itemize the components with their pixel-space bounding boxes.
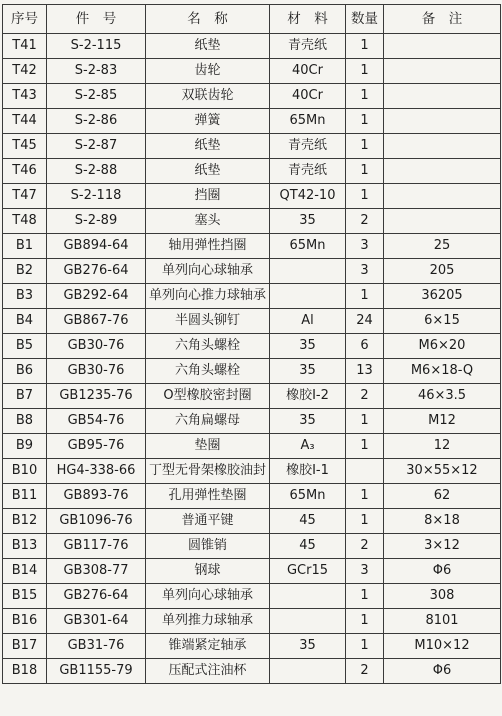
parts-table: [2, 4, 501, 684]
cell-no: B1: [3, 234, 47, 259]
cell-quantity: 1: [346, 434, 384, 459]
table-row: [3, 284, 501, 309]
table-row: [3, 409, 501, 434]
cell-quantity: 2: [346, 659, 384, 684]
cell-quantity: 1: [346, 159, 384, 184]
cell-note: Φ6: [384, 659, 501, 684]
cell-name: 普通平键: [146, 509, 270, 534]
cell-note: 3×12: [384, 534, 501, 559]
cell-name: 纸垫: [146, 134, 270, 159]
cell-material: 橡胶I-1: [270, 459, 346, 484]
cell-material: 65Mn: [270, 109, 346, 134]
cell-note: [384, 59, 501, 84]
cell-material: 青壳纸: [270, 159, 346, 184]
cell-material: 35: [270, 409, 346, 434]
cell-material: 35: [270, 359, 346, 384]
cell-quantity: 1: [346, 109, 384, 134]
cell-material: [270, 584, 346, 609]
cell-note: 62: [384, 484, 501, 509]
cell-name: 六角头螺栓: [146, 334, 270, 359]
header-qty: 数量: [346, 5, 384, 34]
table-row: [3, 609, 501, 634]
cell-material: 45: [270, 509, 346, 534]
cell-no: B5: [3, 334, 47, 359]
cell-note: M10×12: [384, 634, 501, 659]
cell-material: 青壳纸: [270, 134, 346, 159]
cell-name: 齿轮: [146, 59, 270, 84]
cell-note: [384, 134, 501, 159]
cell-no: B16: [3, 609, 47, 634]
cell-part-number: GB30-76: [47, 334, 146, 359]
cell-quantity: 1: [346, 59, 384, 84]
table-row: [3, 359, 501, 384]
cell-part-number: GB31-76: [47, 634, 146, 659]
cell-quantity: 2: [346, 209, 384, 234]
cell-part-number: GB894-64: [47, 234, 146, 259]
table-row: [3, 34, 501, 59]
cell-name: 压配式注油杯: [146, 659, 270, 684]
cell-name: 双联齿轮: [146, 84, 270, 109]
cell-no: B9: [3, 434, 47, 459]
cell-part-number: GB1096-76: [47, 509, 146, 534]
table-row: [3, 659, 501, 684]
cell-material: 35: [270, 634, 346, 659]
cell-name: 纸垫: [146, 159, 270, 184]
cell-quantity: 1: [346, 509, 384, 534]
cell-note: [384, 34, 501, 59]
cell-material: A₃: [270, 434, 346, 459]
cell-name: 圆锥销: [146, 534, 270, 559]
cell-material: 65Mn: [270, 234, 346, 259]
cell-quantity: 1: [346, 34, 384, 59]
cell-material: [270, 659, 346, 684]
header-no: 序号: [3, 5, 47, 34]
cell-note: 205: [384, 259, 501, 284]
cell-no: B6: [3, 359, 47, 384]
table-row: [3, 434, 501, 459]
cell-name: 垫圈: [146, 434, 270, 459]
table-body: [3, 34, 501, 684]
cell-quantity: 1: [346, 609, 384, 634]
cell-name: 单列向心推力球轴承: [146, 284, 270, 309]
cell-note: [384, 109, 501, 134]
cell-material: [270, 259, 346, 284]
cell-name: 单列向心球轴承: [146, 259, 270, 284]
cell-name: 弹簧: [146, 109, 270, 134]
table-row: [3, 334, 501, 359]
cell-part-number: GB117-76: [47, 534, 146, 559]
cell-name: 六角扁螺母: [146, 409, 270, 434]
cell-note: 8101: [384, 609, 501, 634]
cell-note: 46×3.5: [384, 384, 501, 409]
cell-part-number: GB276-64: [47, 259, 146, 284]
cell-material: 35: [270, 209, 346, 234]
cell-no: B4: [3, 309, 47, 334]
cell-note: 36205: [384, 284, 501, 309]
cell-name: 挡圈: [146, 184, 270, 209]
cell-quantity: 6: [346, 334, 384, 359]
cell-note: 25: [384, 234, 501, 259]
cell-part-number: GB1235-76: [47, 384, 146, 409]
cell-no: B11: [3, 484, 47, 509]
cell-part-number: GB893-76: [47, 484, 146, 509]
cell-no: T45: [3, 134, 47, 159]
table-row: [3, 459, 501, 484]
cell-note: Φ6: [384, 559, 501, 584]
cell-material: 45: [270, 534, 346, 559]
cell-part-number: S-2-83: [47, 59, 146, 84]
header-name: 名 称: [146, 5, 270, 34]
cell-no: B10: [3, 459, 47, 484]
cell-no: B15: [3, 584, 47, 609]
cell-no: T41: [3, 34, 47, 59]
cell-name: 塞头: [146, 209, 270, 234]
table-row: [3, 134, 501, 159]
cell-material: QT42-10: [270, 184, 346, 209]
table-row: [3, 634, 501, 659]
cell-quantity: 13: [346, 359, 384, 384]
cell-name: 锥端紧定轴承: [146, 634, 270, 659]
cell-part-number: GB54-76: [47, 409, 146, 434]
cell-name: O型橡胶密封圈: [146, 384, 270, 409]
cell-no: B13: [3, 534, 47, 559]
header-material: 材 料: [270, 5, 346, 34]
cell-no: T44: [3, 109, 47, 134]
cell-part-number: GB1155-79: [47, 659, 146, 684]
cell-quantity: 1: [346, 584, 384, 609]
cell-part-number: GB308-77: [47, 559, 146, 584]
table-row: [3, 109, 501, 134]
cell-no: B18: [3, 659, 47, 684]
cell-name: 单列向心球轴承: [146, 584, 270, 609]
cell-part-number: GB292-64: [47, 284, 146, 309]
cell-material: 青壳纸: [270, 34, 346, 59]
cell-no: B3: [3, 284, 47, 309]
cell-note: [384, 209, 501, 234]
cell-part-number: S-2-88: [47, 159, 146, 184]
cell-note: 8×18: [384, 509, 501, 534]
cell-name: 钢球: [146, 559, 270, 584]
cell-name: 单列推力球轴承: [146, 609, 270, 634]
header-row: [3, 5, 501, 34]
cell-part-number: S-2-118: [47, 184, 146, 209]
cell-part-number: S-2-87: [47, 134, 146, 159]
cell-quantity: 1: [346, 634, 384, 659]
table-row: [3, 509, 501, 534]
table-row: [3, 84, 501, 109]
cell-quantity: [346, 459, 384, 484]
cell-note: M6×18-Q: [384, 359, 501, 384]
table-row: [3, 259, 501, 284]
cell-no: T46: [3, 159, 47, 184]
table-row: [3, 184, 501, 209]
cell-note: M6×20: [384, 334, 501, 359]
cell-material: 40Cr: [270, 59, 346, 84]
table-row: [3, 534, 501, 559]
cell-note: M12: [384, 409, 501, 434]
table-row: [3, 384, 501, 409]
header-note: 备 注: [384, 5, 501, 34]
cell-material: [270, 284, 346, 309]
cell-material: 65Mn: [270, 484, 346, 509]
cell-quantity: 3: [346, 259, 384, 284]
table-row: [3, 59, 501, 84]
cell-part-number: GB301-64: [47, 609, 146, 634]
table-row: [3, 559, 501, 584]
cell-note: [384, 184, 501, 209]
table-row: [3, 159, 501, 184]
cell-note: [384, 84, 501, 109]
cell-no: T47: [3, 184, 47, 209]
cell-quantity: 2: [346, 534, 384, 559]
cell-no: B2: [3, 259, 47, 284]
cell-name: 孔用弹性垫圈: [146, 484, 270, 509]
cell-name: 六角头螺栓: [146, 359, 270, 384]
cell-part-number: S-2-89: [47, 209, 146, 234]
cell-name: 丁型无骨架橡胶油封: [146, 459, 270, 484]
cell-part-number: GB30-76: [47, 359, 146, 384]
cell-note: 30×55×12: [384, 459, 501, 484]
cell-no: T43: [3, 84, 47, 109]
cell-quantity: 1: [346, 484, 384, 509]
cell-material: 40Cr: [270, 84, 346, 109]
cell-material: 35: [270, 334, 346, 359]
cell-part-number: S-2-85: [47, 84, 146, 109]
cell-no: T42: [3, 59, 47, 84]
cell-note: 6×15: [384, 309, 501, 334]
header-part: 件 号: [47, 5, 146, 34]
cell-no: B7: [3, 384, 47, 409]
cell-quantity: 1: [346, 284, 384, 309]
cell-part-number: HG4-338-66: [47, 459, 146, 484]
cell-quantity: 1: [346, 84, 384, 109]
table-row: [3, 309, 501, 334]
cell-material: 橡胶I-2: [270, 384, 346, 409]
cell-no: B17: [3, 634, 47, 659]
cell-material: Al: [270, 309, 346, 334]
cell-no: B14: [3, 559, 47, 584]
cell-note: 12: [384, 434, 501, 459]
cell-quantity: 1: [346, 409, 384, 434]
cell-part-number: GB95-76: [47, 434, 146, 459]
cell-quantity: 1: [346, 184, 384, 209]
cell-part-number: S-2-86: [47, 109, 146, 134]
cell-quantity: 3: [346, 559, 384, 584]
cell-no: B12: [3, 509, 47, 534]
table-row: [3, 584, 501, 609]
cell-no: T48: [3, 209, 47, 234]
table-row: [3, 484, 501, 509]
cell-quantity: 24: [346, 309, 384, 334]
cell-part-number: GB276-64: [47, 584, 146, 609]
cell-note: 308: [384, 584, 501, 609]
cell-name: 纸垫: [146, 34, 270, 59]
cell-name: 半圆头铆钉: [146, 309, 270, 334]
cell-note: [384, 159, 501, 184]
cell-name: 轴用弹性挡圈: [146, 234, 270, 259]
cell-material: [270, 609, 346, 634]
cell-part-number: S-2-115: [47, 34, 146, 59]
cell-quantity: 3: [346, 234, 384, 259]
cell-part-number: GB867-76: [47, 309, 146, 334]
table-row: [3, 209, 501, 234]
cell-quantity: 1: [346, 134, 384, 159]
cell-quantity: 2: [346, 384, 384, 409]
cell-no: B8: [3, 409, 47, 434]
table-row: [3, 234, 501, 259]
cell-material: GCr15: [270, 559, 346, 584]
